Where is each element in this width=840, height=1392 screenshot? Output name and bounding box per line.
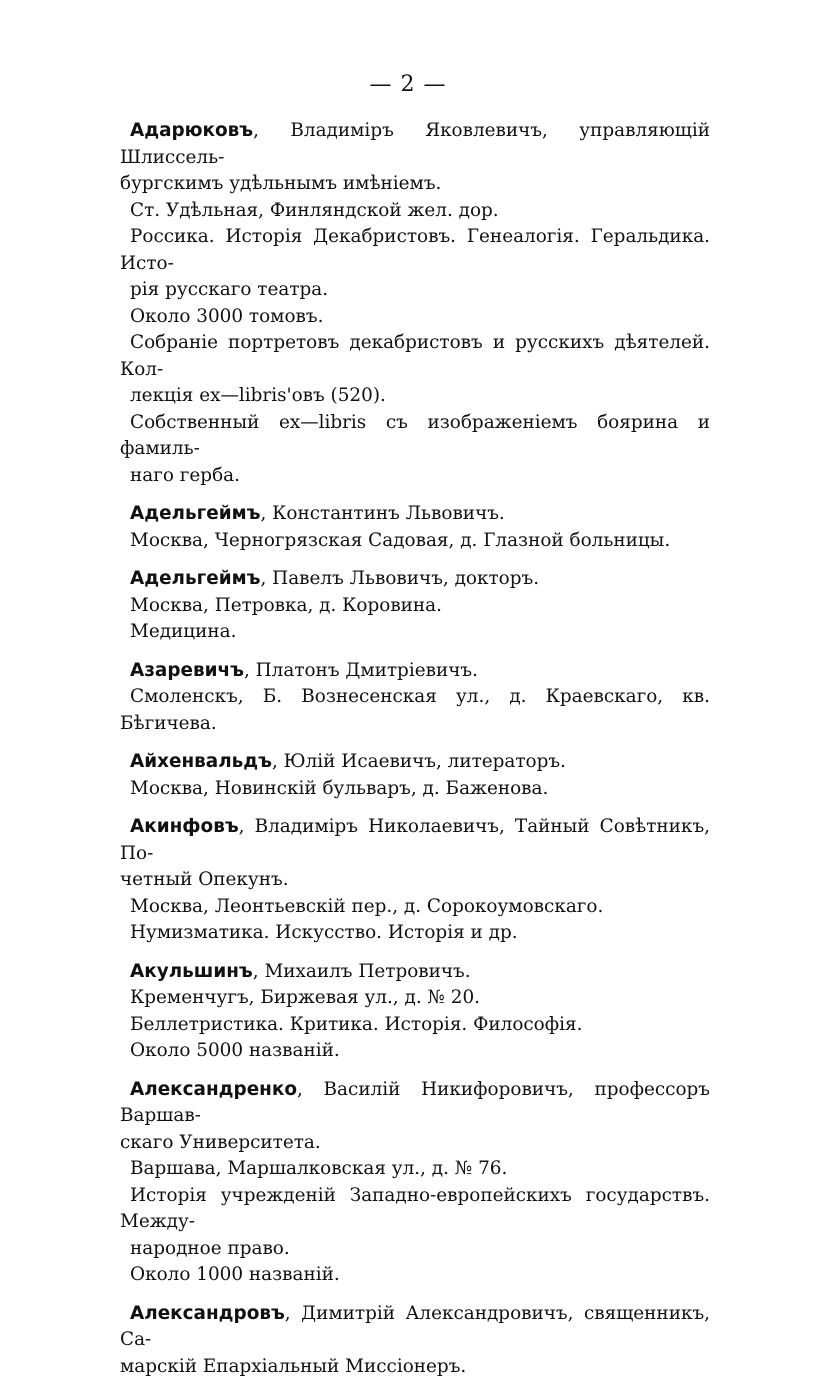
entry-name: Айхенвальдъ bbox=[130, 751, 272, 772]
entry-name: Акинфовъ bbox=[130, 816, 239, 837]
entry-heading bbox=[120, 566, 710, 593]
entry-heading-text: , Константинъ Львовичъ. bbox=[260, 503, 505, 524]
entry-detail-line: Ст. Удѣльная, Финляндской жел. дор. bbox=[130, 199, 499, 221]
entry-heading bbox=[120, 118, 710, 198]
entry-name: Адарюковъ bbox=[130, 120, 254, 141]
entry-heading bbox=[120, 501, 710, 528]
entry-heading-text: , Василій Никифоровичъ, профессоръ Варшав- bbox=[120, 1078, 710, 1126]
directory-entry bbox=[120, 658, 710, 738]
entry-heading-text: бургскимъ удѣльнымъ имѣніемъ. bbox=[120, 173, 442, 194]
entry-name: Адельгеймъ bbox=[130, 503, 261, 524]
entry-detail-line: народное право. bbox=[130, 1237, 290, 1259]
directory-entry bbox=[120, 566, 710, 646]
entry-heading bbox=[120, 959, 710, 986]
entry-detail-line: Москва, Черногрязская Садовая, д. Глазной больницы. bbox=[130, 529, 671, 551]
entry-detail-line: Нумизматика. Искусство. Исторія и др. bbox=[130, 922, 518, 943]
entry-heading-text: , Владиміръ Яковлевичъ, управляющій Шлиссель- bbox=[120, 120, 710, 168]
entry-heading-text: скаго Университета. bbox=[120, 1131, 321, 1153]
directory-entry bbox=[120, 814, 710, 947]
page-number: — 2 — bbox=[369, 72, 447, 97]
entry-heading-text: , Платонъ Дмитріевичъ. bbox=[243, 659, 478, 681]
entry-name: Азаревичъ bbox=[130, 659, 244, 681]
directory-entry bbox=[120, 1077, 710, 1289]
entry-name: Александровъ bbox=[130, 1302, 285, 1324]
directory-entry bbox=[120, 118, 710, 489]
entry-detail-line: Собраніе портретовъ декабристовъ и русскихъ дѣятелей. Кол- bbox=[120, 332, 710, 380]
entry-heading-text: , Владиміръ Николаевичъ, Тайный Совѣтникъ, По- bbox=[120, 816, 710, 864]
entry-detail-line: рія русскаго театра. bbox=[130, 279, 329, 300]
directory-entry bbox=[120, 749, 710, 802]
entry-heading bbox=[120, 658, 710, 685]
entry-detail-line: Москва, Леонтьевскій пер., д. Сорокоумовскаго. bbox=[130, 895, 604, 917]
entry-detail-line: Россика. Исторія Декабристовъ. Генеалогія. Геральдика. Исто- bbox=[120, 226, 710, 274]
directory-entry bbox=[120, 501, 710, 554]
entry-name: Акульшинъ bbox=[130, 960, 253, 982]
entry-detail-line: Медицина. bbox=[130, 621, 237, 642]
entry-detail-line: Кременчугъ, Биржевая ул., д. № 20. bbox=[130, 987, 481, 1008]
entry-name: Александренко bbox=[130, 1078, 297, 1100]
directory-entry bbox=[120, 959, 710, 1065]
entry-heading-text: , Павелъ Львовичъ, докторъ. bbox=[260, 568, 540, 589]
directory-entry bbox=[120, 1301, 710, 1381]
entry-heading-text: марскій Епархіальный Миссіонеръ. bbox=[120, 1355, 467, 1377]
entry-detail-line: Около 5000 названій. bbox=[130, 1040, 340, 1061]
entry-heading bbox=[120, 749, 710, 776]
entry-heading bbox=[120, 814, 710, 894]
entry-name: Адельгеймъ bbox=[130, 568, 261, 589]
entry-heading bbox=[120, 1301, 710, 1381]
entry-detail-line: Варшава, Маршалковская ул., д. № 76. bbox=[130, 1158, 508, 1179]
entry-detail-line: Смоленскъ, Б. Вознесенская ул., д. Краевскаго, кв. Бѣгичева. bbox=[120, 686, 710, 734]
entry-heading-text: , Димитрій Александровичъ, священникъ, Са- bbox=[120, 1302, 710, 1350]
entry-detail-line: лекція ex—libris'овъ (520). bbox=[130, 385, 386, 406]
entry-heading-text: , Михаилъ Петровичъ. bbox=[252, 960, 471, 982]
entry-detail-line: Собственный ex—libris съ изображеніемъ боярина и фамиль- bbox=[120, 411, 710, 459]
entry-detail-line: Беллетристика. Критика. Исторія. Философія. bbox=[130, 1013, 583, 1035]
entry-detail-line: Исторія учрежденій Западно-европейскихъ государствъ. Между- bbox=[120, 1184, 710, 1232]
entry-detail-line: Около 1000 названій. bbox=[130, 1264, 340, 1285]
directory-entries bbox=[120, 118, 710, 1392]
entry-detail-line: Москва, Петровка, д. Коровина. bbox=[130, 594, 442, 616]
entry-heading bbox=[120, 1077, 710, 1157]
entry-detail-line: наго герба. bbox=[130, 464, 240, 486]
entry-detail-line: Около 3000 томовъ. bbox=[130, 305, 324, 327]
entry-heading-text: четный Опекунъ. bbox=[120, 869, 289, 890]
entry-heading-text: , Юлій Исаевичъ, литераторъ. bbox=[271, 751, 566, 772]
entry-detail-line: Москва, Новинскій бульваръ, д. Баженова. bbox=[130, 777, 549, 799]
